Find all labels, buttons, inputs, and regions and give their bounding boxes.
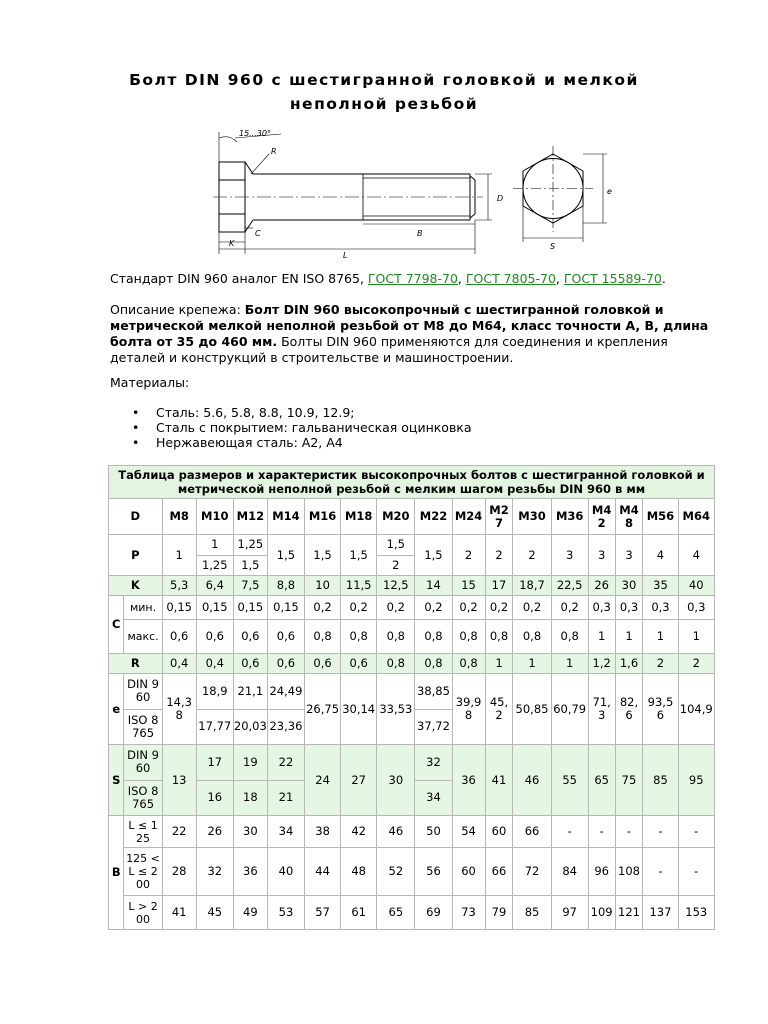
- cell-value: DIN 960: [127, 677, 159, 705]
- table-cell: 40: [678, 576, 715, 596]
- table-cell: 121: [615, 896, 643, 930]
- cell-value: 19: [243, 754, 258, 769]
- table-cell: 52: [377, 848, 415, 896]
- column-header: M24: [452, 499, 485, 535]
- row-header: C: [109, 596, 124, 654]
- table-cell: 33,53: [377, 674, 415, 745]
- table-cell: 53: [267, 896, 304, 930]
- table-cell: 66: [485, 848, 513, 896]
- table-cell: 54: [452, 816, 485, 848]
- table-cell: [124, 745, 162, 816]
- materials-heading: Материалы:: [110, 375, 190, 390]
- table-cell: 30,14: [341, 674, 377, 745]
- column-header: M22: [415, 499, 452, 535]
- column-header: D: [109, 499, 163, 535]
- sub-row-header: L > 200: [124, 896, 162, 930]
- table-cell: 2: [678, 654, 715, 674]
- table-cell: 3: [615, 535, 643, 576]
- table-cell: 28: [162, 848, 196, 896]
- table-cell: 1: [615, 620, 643, 654]
- table-cell: -: [678, 848, 715, 896]
- column-header: M64: [678, 499, 715, 535]
- column-header: M8: [162, 499, 196, 535]
- table-cell: 0,3: [678, 596, 715, 620]
- table-cell: 7,5: [233, 576, 267, 596]
- column-header: M42: [588, 499, 615, 535]
- table-cell: 0,6: [233, 620, 267, 654]
- sub-row-header: L ≤ 125: [124, 816, 162, 848]
- table-cell: 79: [485, 896, 513, 930]
- cell-value: 1,5: [386, 537, 405, 552]
- table-cell: 60: [452, 848, 485, 896]
- table-cell: 5,3: [162, 576, 196, 596]
- table-cell: [196, 674, 233, 745]
- table-cell: 24: [305, 745, 341, 816]
- table-cell: 65: [588, 745, 615, 816]
- table-cell: 0,2: [341, 596, 377, 620]
- table-cell: 10: [305, 576, 341, 596]
- table-cell: 153: [678, 896, 715, 930]
- table-cell: 22,5: [551, 576, 588, 596]
- table-cell: 108: [615, 848, 643, 896]
- table-cell: 66: [513, 816, 551, 848]
- table-cell: 69: [415, 896, 452, 930]
- table-cell: 0,8: [551, 620, 588, 654]
- table-cell: [196, 745, 233, 816]
- table-cell: 1: [588, 620, 615, 654]
- table-cell: 1: [643, 620, 678, 654]
- table-cell: 0,8: [377, 620, 415, 654]
- cell-value: 18: [234, 780, 267, 816]
- table-cell: [267, 745, 304, 816]
- table-cell: [377, 535, 415, 576]
- label-r: R: [271, 147, 277, 156]
- table-cell: 0,4: [196, 654, 233, 674]
- cell-value: 1,25: [237, 537, 264, 552]
- table-cell: 1,2: [588, 654, 615, 674]
- table-cell: 93,56: [643, 674, 678, 745]
- table-cell: 75: [615, 745, 643, 816]
- standard-prefix: Стандарт DIN 960 аналог EN ISO 8765,: [110, 271, 368, 286]
- table-row: [109, 896, 715, 930]
- table-cell: 72: [513, 848, 551, 896]
- table-cell: 97: [551, 896, 588, 930]
- label-s: S: [550, 242, 556, 251]
- cell-value: 24,49: [269, 683, 303, 698]
- gost-link-1[interactable]: ГОСТ 7798-70: [367, 271, 458, 286]
- table-cell: 0,8: [452, 654, 485, 674]
- table-cell: 0,6: [305, 654, 341, 674]
- table-cell: 14: [415, 576, 452, 596]
- table-cell: 46: [377, 816, 415, 848]
- table-cell: 0,3: [643, 596, 678, 620]
- table-cell: 48: [341, 848, 377, 896]
- table-cell: 4: [643, 535, 678, 576]
- table-cell: 3: [588, 535, 615, 576]
- table-row: [109, 848, 715, 896]
- cell-value: 23,36: [268, 709, 304, 745]
- table-row: [109, 674, 715, 745]
- table-cell: 22: [162, 816, 196, 848]
- table-cell: [415, 745, 452, 816]
- table-cell: 84: [551, 848, 588, 896]
- row-header: K: [109, 576, 163, 596]
- table-cell: 1: [162, 535, 196, 576]
- table-cell: 85: [643, 745, 678, 816]
- separator: ,: [555, 271, 564, 286]
- description-bold: Болт DIN 960 высокопрочный с шестигранной головкой и метрической мелкой неполной резьбой от М8 до М64, класс точности A, B, длина болта от 35 до 460 мм.: [110, 302, 709, 349]
- table-cell: 39,98: [452, 674, 485, 745]
- column-header: M48: [615, 499, 643, 535]
- materials-list: [110, 405, 472, 450]
- table-row: [109, 620, 715, 654]
- table-cell: 61: [341, 896, 377, 930]
- table-cell: 109: [588, 896, 615, 930]
- table-row: [109, 654, 715, 674]
- cell-value: 37,72: [415, 709, 451, 745]
- table-cell: 36: [233, 848, 267, 896]
- cell-value: 21: [268, 780, 304, 816]
- table-cell: 0,15: [233, 596, 267, 620]
- table-cell: 45,2: [485, 674, 513, 745]
- table-cell: 42: [341, 816, 377, 848]
- table-cell: 0,15: [162, 596, 196, 620]
- table-cell: 0,2: [415, 596, 452, 620]
- table-cell: 32: [196, 848, 233, 896]
- table-cell: 0,15: [267, 596, 304, 620]
- description-paragraph: [110, 302, 710, 366]
- table-cell: 0,8: [415, 620, 452, 654]
- table-cell: 1,5: [341, 535, 377, 576]
- cell-value: 22: [278, 754, 294, 769]
- row-header: e: [109, 674, 124, 745]
- table-cell: 95: [678, 745, 715, 816]
- angle-label: 15...30°: [239, 129, 271, 138]
- table-row: [109, 576, 715, 596]
- separator: ,: [457, 271, 466, 286]
- table-cell: 0,3: [588, 596, 615, 620]
- table-cell: 41: [162, 896, 196, 930]
- table-cell: 18,7: [513, 576, 551, 596]
- table-cell: [233, 674, 267, 745]
- table-cell: 0,8: [377, 654, 415, 674]
- table-cell: [267, 674, 304, 745]
- cell-value: 1,25: [197, 555, 233, 576]
- table-cell: 0,6: [267, 620, 304, 654]
- table-cell: 35: [643, 576, 678, 596]
- table-cell: 1: [513, 654, 551, 674]
- table-cell: 50: [415, 816, 452, 848]
- description-label: Описание крепежа:: [110, 302, 245, 317]
- table-cell: 13: [162, 745, 196, 816]
- table-cell: 60,79: [551, 674, 588, 745]
- table-cell: 14,38: [162, 674, 196, 745]
- table-cell: 6,4: [196, 576, 233, 596]
- cell-value: 18,9: [201, 683, 228, 698]
- table-cell: 0,2: [513, 596, 551, 620]
- table-row: [109, 745, 715, 816]
- table-cell: 30: [377, 745, 415, 816]
- table-cell: 57: [305, 896, 341, 930]
- table-cell: 1: [551, 654, 588, 674]
- label-l: L: [343, 251, 348, 260]
- cell-value: 17,77: [197, 709, 233, 745]
- standard-suffix: .: [661, 271, 666, 286]
- table-cell: -: [643, 848, 678, 896]
- table-cell: 41: [485, 745, 513, 816]
- table-cell: [196, 535, 233, 576]
- cell-value: 16: [197, 780, 233, 816]
- row-header: S: [109, 745, 124, 816]
- table-cell: 34: [267, 816, 304, 848]
- table-cell: 36: [452, 745, 485, 816]
- standard-line: [110, 271, 710, 287]
- cell-value: 21,1: [237, 683, 264, 698]
- table-cell: 40: [267, 848, 304, 896]
- column-header: M18: [341, 499, 377, 535]
- table-cell: 1,6: [615, 654, 643, 674]
- table-row: [109, 535, 715, 576]
- table-cell: 0,3: [615, 596, 643, 620]
- table-cell: 15: [452, 576, 485, 596]
- column-header: M27: [485, 499, 513, 535]
- row-header: R: [109, 654, 163, 674]
- table-cell: 85: [513, 896, 551, 930]
- table-cell: 8,8: [267, 576, 304, 596]
- table-cell: 30: [615, 576, 643, 596]
- table-cell: 56: [415, 848, 452, 896]
- table-caption: Таблица размеров и характеристик высокопрочных болтов с шестигранной головкой и метрической неполной резьбой с мелким шагом резьбы DIN 960 в мм: [109, 466, 715, 499]
- table-cell: 2: [643, 654, 678, 674]
- table-cell: 0,6: [267, 654, 304, 674]
- gost-link-3[interactable]: ГОСТ 15589-70: [563, 271, 662, 286]
- cell-value: 1,5: [234, 555, 267, 576]
- table-cell: 45: [196, 896, 233, 930]
- table-cell: 0,2: [551, 596, 588, 620]
- table-cell: 0,15: [196, 596, 233, 620]
- column-header: M30: [513, 499, 551, 535]
- gost-link-2[interactable]: ГОСТ 7805-70: [465, 271, 556, 286]
- table-cell: 1,5: [415, 535, 452, 576]
- table-cell: [233, 745, 267, 816]
- column-header: M56: [643, 499, 678, 535]
- cell-value: 20,03: [234, 709, 267, 745]
- table-row: [109, 499, 715, 535]
- cell-value: 17: [207, 754, 223, 769]
- table-cell: -: [551, 816, 588, 848]
- table-cell: -: [678, 816, 715, 848]
- description-rest: Болты DIN 960 применяются для соединения и крепления деталей и конструкций в строительстве и машиностроении.: [110, 334, 668, 365]
- column-header: M16: [305, 499, 341, 535]
- table-cell: 0,6: [196, 620, 233, 654]
- cell-value: 1: [211, 537, 219, 552]
- table-cell: 26: [588, 576, 615, 596]
- label-c: C: [255, 229, 261, 238]
- table-cell: 12,5: [377, 576, 415, 596]
- table-cell: 38: [305, 816, 341, 848]
- table-cell: 2: [452, 535, 485, 576]
- table-cell: [233, 535, 267, 576]
- table-cell: -: [615, 816, 643, 848]
- cell-value: 2: [377, 555, 414, 576]
- label-b: B: [417, 229, 423, 238]
- table-cell: 17: [485, 576, 513, 596]
- label-k: K: [229, 239, 235, 248]
- table-cell: 49: [233, 896, 267, 930]
- table-cell: 82,6: [615, 674, 643, 745]
- page-title: Болт DIN 960 с шестигранной головкой и мелкой неполной резьбой: [129, 71, 639, 113]
- column-header: M36: [551, 499, 588, 535]
- table-cell: 0,8: [415, 654, 452, 674]
- table-cell: 0,8: [513, 620, 551, 654]
- table-cell: 60: [485, 816, 513, 848]
- table-cell: 71,3: [588, 674, 615, 745]
- table-cell: 1: [485, 654, 513, 674]
- table-cell: 55: [551, 745, 588, 816]
- table-cell: 0,6: [233, 654, 267, 674]
- table-cell: -: [588, 816, 615, 848]
- table-cell: 46: [513, 745, 551, 816]
- table-cell: 1: [678, 620, 715, 654]
- row-header: B: [109, 816, 124, 930]
- table-cell: 0,4: [162, 654, 196, 674]
- row-header: P: [109, 535, 163, 576]
- list-item: • Сталь с покрытием: гальваническая оцинковка: [110, 420, 472, 435]
- table-cell: 0,6: [341, 654, 377, 674]
- table-cell: 104,9: [678, 674, 715, 745]
- column-header: M14: [267, 499, 304, 535]
- sub-row-header: макс.: [124, 620, 162, 654]
- table-cell: 11,5: [341, 576, 377, 596]
- column-header: M20: [377, 499, 415, 535]
- cell-value: 34: [415, 780, 451, 816]
- table-cell: 0,2: [452, 596, 485, 620]
- table-cell: [124, 674, 162, 745]
- table-cell: 137: [643, 896, 678, 930]
- list-item: • Сталь: 5.6, 5.8, 8.8, 10.9, 12.9;: [110, 405, 472, 420]
- bolt-drawing: [205, 124, 625, 264]
- table-cell: 0,6: [162, 620, 196, 654]
- table-cell: 2: [513, 535, 551, 576]
- table-cell: 0,8: [485, 620, 513, 654]
- table-cell: 73: [452, 896, 485, 930]
- table-row: [109, 466, 715, 499]
- table-row: [109, 596, 715, 620]
- table-cell: 26,75: [305, 674, 341, 745]
- table-cell: [415, 674, 452, 745]
- table-cell: 50,85: [513, 674, 551, 745]
- table-cell: 0,2: [305, 596, 341, 620]
- table-cell: -: [643, 816, 678, 848]
- list-item: • Нержавеющая сталь: А2, А4: [110, 435, 472, 450]
- label-d: D: [497, 194, 504, 203]
- table-cell: 4: [678, 535, 715, 576]
- table-cell: 0,8: [305, 620, 341, 654]
- table-cell: 30: [233, 816, 267, 848]
- cell-value: ISO 8765: [124, 780, 161, 816]
- label-e: e: [607, 187, 612, 196]
- table-cell: 1,5: [305, 535, 341, 576]
- dimensions-table: [108, 465, 715, 930]
- cell-value: ISO 8765: [124, 709, 161, 745]
- sub-row-header: 125 < L ≤ 200: [124, 848, 162, 896]
- table-cell: 0,2: [485, 596, 513, 620]
- table-cell: 0,2: [377, 596, 415, 620]
- cell-value: DIN 960: [127, 748, 159, 776]
- table-cell: 0,8: [452, 620, 485, 654]
- table-cell: 0,8: [341, 620, 377, 654]
- table-cell: 26: [196, 816, 233, 848]
- cell-value: 32: [426, 754, 441, 769]
- table-cell: 65: [377, 896, 415, 930]
- table-row: [109, 816, 715, 848]
- column-header: M12: [233, 499, 267, 535]
- sub-row-header: мин.: [124, 596, 162, 620]
- table-cell: 96: [588, 848, 615, 896]
- column-header: M10: [196, 499, 233, 535]
- cell-value: 38,85: [417, 683, 450, 698]
- table-cell: 2: [485, 535, 513, 576]
- table-cell: 44: [305, 848, 341, 896]
- table-cell: 1,5: [267, 535, 304, 576]
- table-cell: 3: [551, 535, 588, 576]
- table-cell: 27: [341, 745, 377, 816]
